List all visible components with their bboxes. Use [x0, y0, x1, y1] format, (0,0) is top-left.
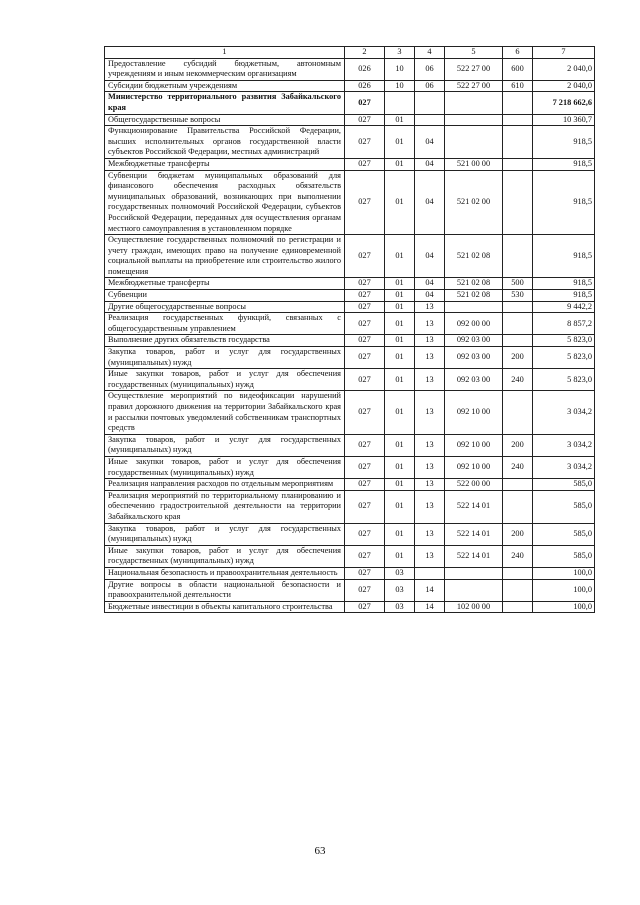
header-cell: 5 — [445, 47, 503, 59]
cell-section: 03 — [385, 579, 415, 601]
table-row — [105, 523, 595, 545]
cell-target-article: 522 27 00 — [445, 80, 503, 92]
cell-description: Иные закупки товаров, работ и услуг для обеспечения государственных (муниципальных) нужд — [105, 545, 345, 567]
cell-description: Другие вопросы в области национальной безопасности и правоохранительной деятельности — [105, 579, 345, 601]
cell-section: 01 — [385, 114, 415, 126]
budget-document — [104, 46, 594, 613]
cell-ministry-code: 027 — [345, 369, 385, 391]
cell-amount: 585,0 — [533, 523, 595, 545]
cell-target-article: 092 00 00 — [445, 313, 503, 335]
cell-amount: 585,0 — [533, 490, 595, 523]
cell-section: 01 — [385, 545, 415, 567]
cell-amount: 918,5 — [533, 170, 595, 235]
cell-ministry-code: 027 — [345, 456, 385, 478]
cell-subsection: 14 — [415, 601, 445, 613]
cell-target-article: 521 00 00 — [445, 158, 503, 170]
cell-expense-type: 530 — [503, 290, 533, 302]
cell-ministry-code: 027 — [345, 278, 385, 290]
header-cell: 7 — [533, 47, 595, 59]
cell-subsection: 04 — [415, 290, 445, 302]
cell-ministry-code: 027 — [345, 92, 385, 114]
cell-ministry-code: 027 — [345, 479, 385, 491]
cell-amount: 5 823,0 — [533, 347, 595, 369]
cell-subsection: 04 — [415, 278, 445, 290]
cell-subsection: 13 — [415, 545, 445, 567]
cell-subsection — [415, 114, 445, 126]
cell-amount: 918,5 — [533, 126, 595, 159]
header-cell: 1 — [105, 47, 345, 59]
cell-description: Закупка товаров, работ и услуг для государственных (муниципальных) нужд — [105, 523, 345, 545]
cell-amount: 918,5 — [533, 158, 595, 170]
cell-target-article: 522 00 00 — [445, 479, 503, 491]
cell-section: 01 — [385, 391, 415, 434]
cell-expense-type — [503, 579, 533, 601]
cell-section: 01 — [385, 335, 415, 347]
cell-expense-type — [503, 235, 533, 278]
cell-expense-type — [503, 479, 533, 491]
table-row — [105, 369, 595, 391]
table-row — [105, 170, 595, 235]
cell-expense-type: 240 — [503, 369, 533, 391]
cell-amount: 100,0 — [533, 567, 595, 579]
cell-target-article — [445, 579, 503, 601]
cell-expense-type: 610 — [503, 80, 533, 92]
cell-section: 03 — [385, 601, 415, 613]
table-row — [105, 456, 595, 478]
cell-subsection: 13 — [415, 313, 445, 335]
cell-target-article: 522 14 01 — [445, 545, 503, 567]
cell-target-article: 522 27 00 — [445, 58, 503, 80]
cell-expense-type — [503, 391, 533, 434]
cell-target-article: 092 10 00 — [445, 434, 503, 456]
cell-target-article — [445, 92, 503, 114]
cell-section: 01 — [385, 456, 415, 478]
cell-amount: 2 040,0 — [533, 58, 595, 80]
cell-expense-type — [503, 490, 533, 523]
cell-subsection: 13 — [415, 490, 445, 523]
cell-ministry-code: 027 — [345, 114, 385, 126]
cell-expense-type — [503, 601, 533, 613]
cell-ministry-code: 027 — [345, 434, 385, 456]
cell-ministry-code: 027 — [345, 158, 385, 170]
cell-description: Межбюджетные трансферты — [105, 278, 345, 290]
cell-section: 01 — [385, 290, 415, 302]
cell-target-article: 522 14 01 — [445, 523, 503, 545]
cell-subsection — [415, 567, 445, 579]
table-row — [105, 347, 595, 369]
cell-description: Бюджетные инвестиции в объекты капитального строительства — [105, 601, 345, 613]
cell-description: Субсидии бюджетным учреждениям — [105, 80, 345, 92]
cell-subsection: 06 — [415, 80, 445, 92]
table-body — [105, 58, 595, 613]
cell-target-article: 521 02 00 — [445, 170, 503, 235]
table-row — [105, 235, 595, 278]
cell-subsection: 04 — [415, 126, 445, 159]
cell-section: 01 — [385, 523, 415, 545]
cell-amount: 5 823,0 — [533, 369, 595, 391]
table-row — [105, 579, 595, 601]
cell-section: 10 — [385, 58, 415, 80]
cell-amount: 2 040,0 — [533, 80, 595, 92]
cell-expense-type — [503, 170, 533, 235]
cell-subsection — [415, 92, 445, 114]
cell-ministry-code: 027 — [345, 567, 385, 579]
cell-description: Субвенции бюджетам муниципальных образований для финансового обеспечения расходных обязательств муниципальных образований, возникающих при выполнении государственных полномочий Российской Федерации, субъектов Российской Федерации, переданных для осуществления органам местного самоуправления в установленном порядке — [105, 170, 345, 235]
cell-description: Функционирование Правительства Российской Федерации, высших исполнительных органов государственной власти субъектов Российской Федерации, местных администраций — [105, 126, 345, 159]
cell-expense-type: 500 — [503, 278, 533, 290]
cell-target-article: 092 03 00 — [445, 369, 503, 391]
cell-amount: 3 034,2 — [533, 434, 595, 456]
cell-target-article: 102 00 00 — [445, 601, 503, 613]
cell-description: Реализация направления расходов по отдельным мероприятиям — [105, 479, 345, 491]
cell-section: 01 — [385, 434, 415, 456]
cell-section: 01 — [385, 479, 415, 491]
cell-expense-type — [503, 114, 533, 126]
table-row — [105, 567, 595, 579]
cell-section — [385, 92, 415, 114]
cell-expense-type — [503, 313, 533, 335]
cell-ministry-code: 027 — [345, 545, 385, 567]
cell-description: Предоставление субсидий бюджетным, автономным учреждениям и иным некоммерческим организациям — [105, 58, 345, 80]
table-row — [105, 313, 595, 335]
cell-section: 03 — [385, 567, 415, 579]
cell-amount: 100,0 — [533, 579, 595, 601]
cell-amount: 9 442,2 — [533, 301, 595, 313]
table-row — [105, 158, 595, 170]
cell-target-article: 092 10 00 — [445, 391, 503, 434]
cell-amount: 918,5 — [533, 278, 595, 290]
table-row — [105, 490, 595, 523]
header-cell: 2 — [345, 47, 385, 59]
cell-amount: 100,0 — [533, 601, 595, 613]
cell-subsection: 13 — [415, 523, 445, 545]
cell-ministry-code: 027 — [345, 313, 385, 335]
cell-description: Иные закупки товаров, работ и услуг для обеспечения государственных (муниципальных) нужд — [105, 369, 345, 391]
cell-subsection: 13 — [415, 434, 445, 456]
cell-expense-type: 240 — [503, 456, 533, 478]
header-cell: 4 — [415, 47, 445, 59]
header-cell: 3 — [385, 47, 415, 59]
cell-subsection: 04 — [415, 158, 445, 170]
cell-description: Выполнение других обязательств государства — [105, 335, 345, 347]
cell-target-article: 092 10 00 — [445, 456, 503, 478]
cell-subsection: 14 — [415, 579, 445, 601]
table-row — [105, 301, 595, 313]
cell-section: 01 — [385, 313, 415, 335]
cell-subsection: 13 — [415, 335, 445, 347]
cell-description: Субвенции — [105, 290, 345, 302]
table-row — [105, 126, 595, 159]
cell-target-article: 521 02 08 — [445, 278, 503, 290]
table-row — [105, 335, 595, 347]
cell-section: 01 — [385, 170, 415, 235]
cell-section: 01 — [385, 301, 415, 313]
table-row — [105, 434, 595, 456]
cell-description: Закупка товаров, работ и услуг для государственных (муниципальных) нужд — [105, 347, 345, 369]
cell-subsection: 06 — [415, 58, 445, 80]
cell-ministry-code: 027 — [345, 235, 385, 278]
cell-expense-type: 200 — [503, 347, 533, 369]
cell-target-article — [445, 567, 503, 579]
cell-description: Другие общегосударственные вопросы — [105, 301, 345, 313]
cell-section: 01 — [385, 369, 415, 391]
cell-target-article — [445, 114, 503, 126]
cell-subsection: 13 — [415, 456, 445, 478]
cell-subsection: 13 — [415, 391, 445, 434]
header-cell: 6 — [503, 47, 533, 59]
cell-target-article: 092 03 00 — [445, 347, 503, 369]
cell-subsection: 13 — [415, 479, 445, 491]
cell-ministry-code: 026 — [345, 80, 385, 92]
cell-expense-type — [503, 567, 533, 579]
cell-ministry-code: 027 — [345, 301, 385, 313]
cell-target-article: 521 02 08 — [445, 290, 503, 302]
budget-table — [104, 46, 595, 613]
page-number: 63 — [314, 845, 326, 857]
cell-amount: 10 360,7 — [533, 114, 595, 126]
cell-expense-type: 240 — [503, 545, 533, 567]
cell-section: 01 — [385, 235, 415, 278]
cell-amount: 3 034,2 — [533, 391, 595, 434]
cell-target-article — [445, 126, 503, 159]
table-row — [105, 479, 595, 491]
cell-amount: 918,5 — [533, 290, 595, 302]
cell-target-article: 092 03 00 — [445, 335, 503, 347]
cell-amount: 7 218 662,6 — [533, 92, 595, 114]
table-row — [105, 114, 595, 126]
cell-description: Осуществление государственных полномочий по регистрации и учету граждан, имеющих право на получение единовременной социальной выплаты на приобретение или строительство жилого помещения — [105, 235, 345, 278]
cell-amount: 3 034,2 — [533, 456, 595, 478]
cell-ministry-code: 026 — [345, 58, 385, 80]
cell-section: 10 — [385, 80, 415, 92]
cell-description: Реализация мероприятий по территориальному планированию и обеспечению градостроительной деятельности на территории Забайкальского края — [105, 490, 345, 523]
cell-ministry-code: 027 — [345, 601, 385, 613]
cell-ministry-code: 027 — [345, 126, 385, 159]
cell-section: 01 — [385, 347, 415, 369]
cell-description: Общегосударственные вопросы — [105, 114, 345, 126]
cell-expense-type: 600 — [503, 58, 533, 80]
cell-ministry-code: 027 — [345, 523, 385, 545]
cell-ministry-code: 027 — [345, 579, 385, 601]
table-row — [105, 92, 595, 114]
cell-ministry-code: 027 — [345, 347, 385, 369]
cell-description: Реализация государственных функций, связанных с общегосударственным управлением — [105, 313, 345, 335]
cell-description: Закупка товаров, работ и услуг для государственных (муниципальных) нужд — [105, 434, 345, 456]
table-row — [105, 545, 595, 567]
cell-target-article — [445, 301, 503, 313]
cell-subsection: 13 — [415, 347, 445, 369]
cell-section: 01 — [385, 126, 415, 159]
table-row — [105, 80, 595, 92]
cell-description: Межбюджетные трансферты — [105, 158, 345, 170]
cell-ministry-code: 027 — [345, 490, 385, 523]
cell-amount: 585,0 — [533, 545, 595, 567]
cell-ministry-code: 027 — [345, 391, 385, 434]
table-header-row — [105, 47, 595, 59]
cell-section: 01 — [385, 490, 415, 523]
cell-description: Национальная безопасность и правоохранительная деятельность — [105, 567, 345, 579]
cell-amount: 918,5 — [533, 235, 595, 278]
cell-description: Министерство территориального развития Забайкальского края — [105, 92, 345, 114]
table-row — [105, 601, 595, 613]
cell-expense-type: 200 — [503, 523, 533, 545]
cell-ministry-code: 027 — [345, 290, 385, 302]
cell-amount: 8 857,2 — [533, 313, 595, 335]
cell-ministry-code: 027 — [345, 170, 385, 235]
cell-target-article: 521 02 08 — [445, 235, 503, 278]
cell-subsection: 13 — [415, 369, 445, 391]
cell-amount: 5 823,0 — [533, 335, 595, 347]
cell-expense-type — [503, 92, 533, 114]
cell-expense-type: 200 — [503, 434, 533, 456]
cell-description: Осуществление мероприятий по видеофиксации нарушений правил дорожного движения на территории Забайкальского края и рассылки почтовых уведомлений собственникам транспортных средств — [105, 391, 345, 434]
table-row — [105, 391, 595, 434]
cell-subsection: 04 — [415, 235, 445, 278]
cell-subsection: 04 — [415, 170, 445, 235]
cell-section: 01 — [385, 278, 415, 290]
table-row — [105, 290, 595, 302]
table-row — [105, 58, 595, 80]
cell-subsection: 13 — [415, 301, 445, 313]
table-row — [105, 278, 595, 290]
cell-expense-type — [503, 335, 533, 347]
cell-expense-type — [503, 301, 533, 313]
cell-section: 01 — [385, 158, 415, 170]
cell-expense-type — [503, 158, 533, 170]
cell-amount: 585,0 — [533, 479, 595, 491]
cell-description: Иные закупки товаров, работ и услуг для обеспечения государственных (муниципальных) нужд — [105, 456, 345, 478]
cell-ministry-code: 027 — [345, 335, 385, 347]
cell-expense-type — [503, 126, 533, 159]
cell-target-article: 522 14 01 — [445, 490, 503, 523]
